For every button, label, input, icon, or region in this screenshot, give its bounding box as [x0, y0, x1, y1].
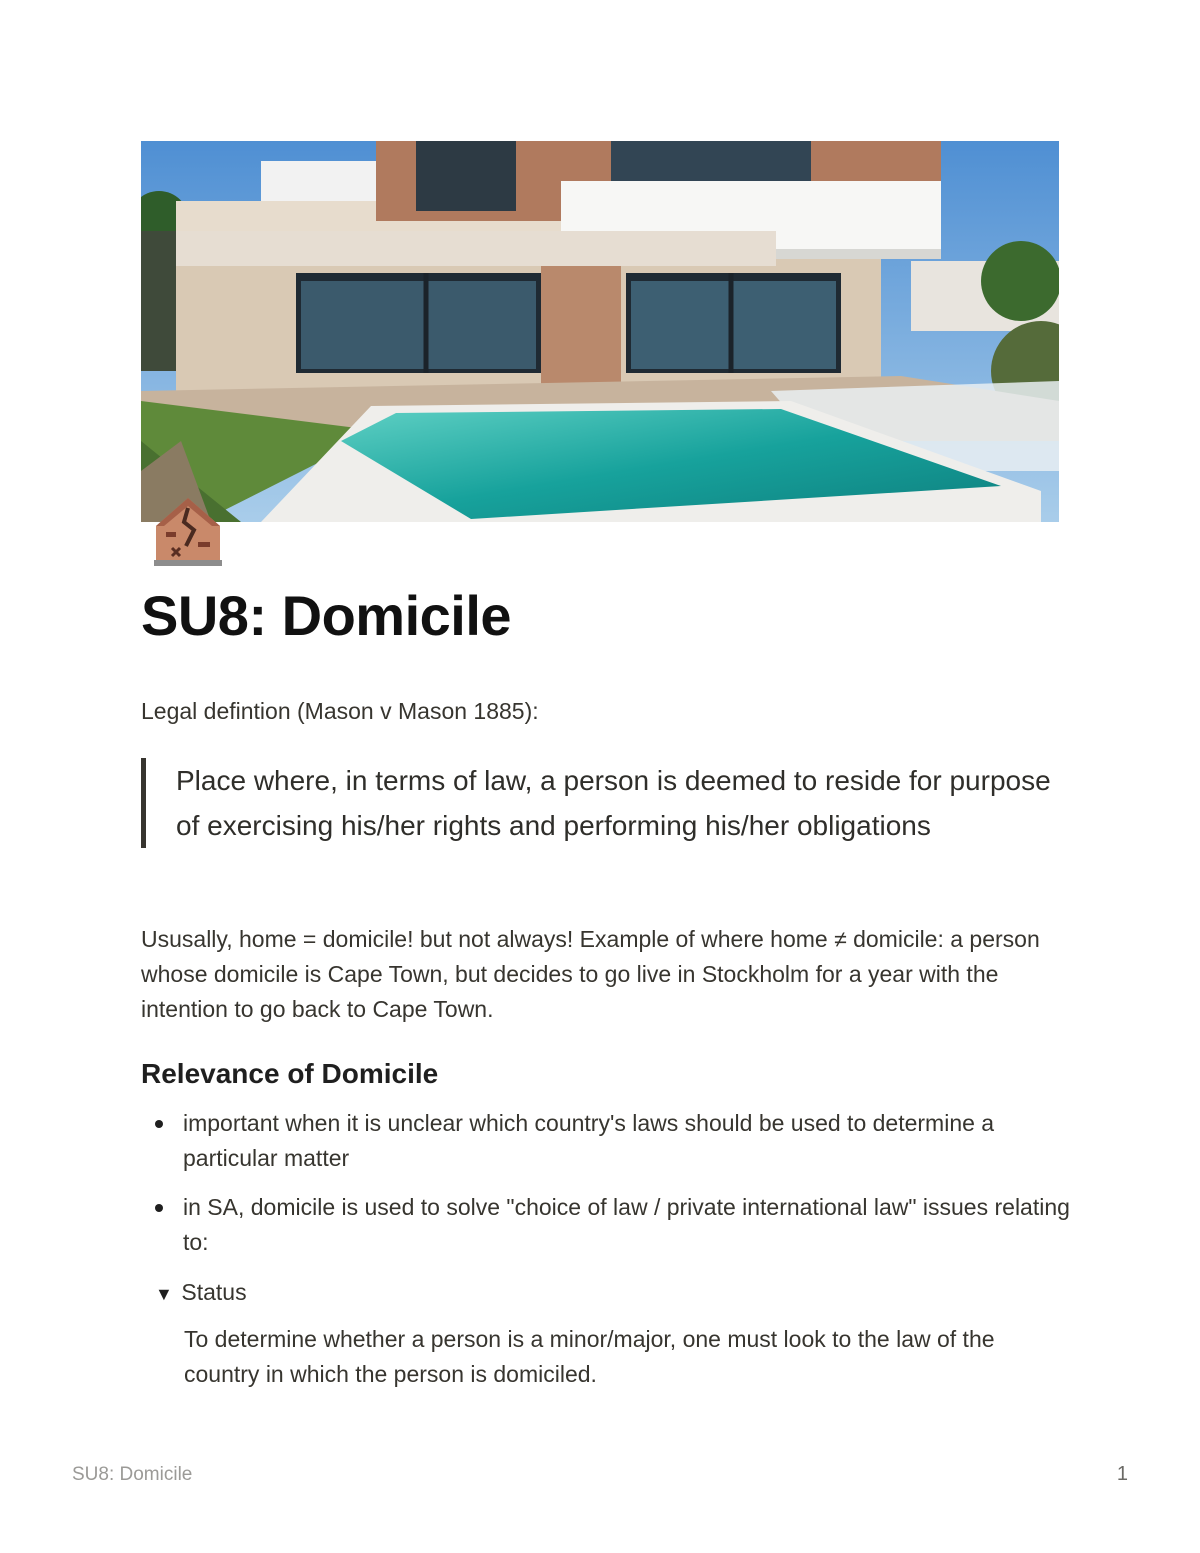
definition-quote — [141, 758, 1051, 848]
bullet-list — [141, 1106, 1071, 1274]
toggle-status[interactable] — [155, 1275, 247, 1312]
toggle-label: Status — [181, 1279, 247, 1305]
toggle-content: To determine whether a person is a minor/major, one must look to the law of the country in which the person is domiciled. — [184, 1326, 995, 1387]
section-heading: Relevance of Domicile — [141, 1058, 439, 1089]
cover-image — [141, 141, 1059, 522]
lead-paragraph: Legal defintion (Mason v Mason 1885): — [141, 698, 539, 724]
house-with-cracks-icon — [150, 496, 226, 568]
list-item-text: important when it is unclear which country's laws should be used to determine a particular matter — [183, 1110, 995, 1171]
triangle-down-icon[interactable]: ▼ — [155, 1284, 173, 1304]
list-item-text: in SA, domicile is used to solve "choice of law / private international law" issues relating to: — [183, 1194, 1070, 1255]
page-title: SU8: Domicile — [141, 584, 512, 647]
body-paragraph: Ususally, home = domicile! but not always! Example of where home ≠ domicile: a person whose domicile is Cape Town, but decides to go live in Stockholm for a year with the intention to go back to Cape Town. — [141, 926, 1040, 1022]
footer-title: SU8: Domicile — [72, 1464, 193, 1485]
list-item — [141, 1106, 1071, 1176]
bullet-icon — [155, 1120, 163, 1128]
quote-text: Place where, in terms of law, a person is deemed to reside for purpose of exercising his/her rights and performing his/her obligations — [176, 765, 1051, 841]
bullet-icon — [155, 1204, 163, 1212]
page-number: 1 — [1116, 1463, 1128, 1485]
list-item — [141, 1190, 1071, 1260]
